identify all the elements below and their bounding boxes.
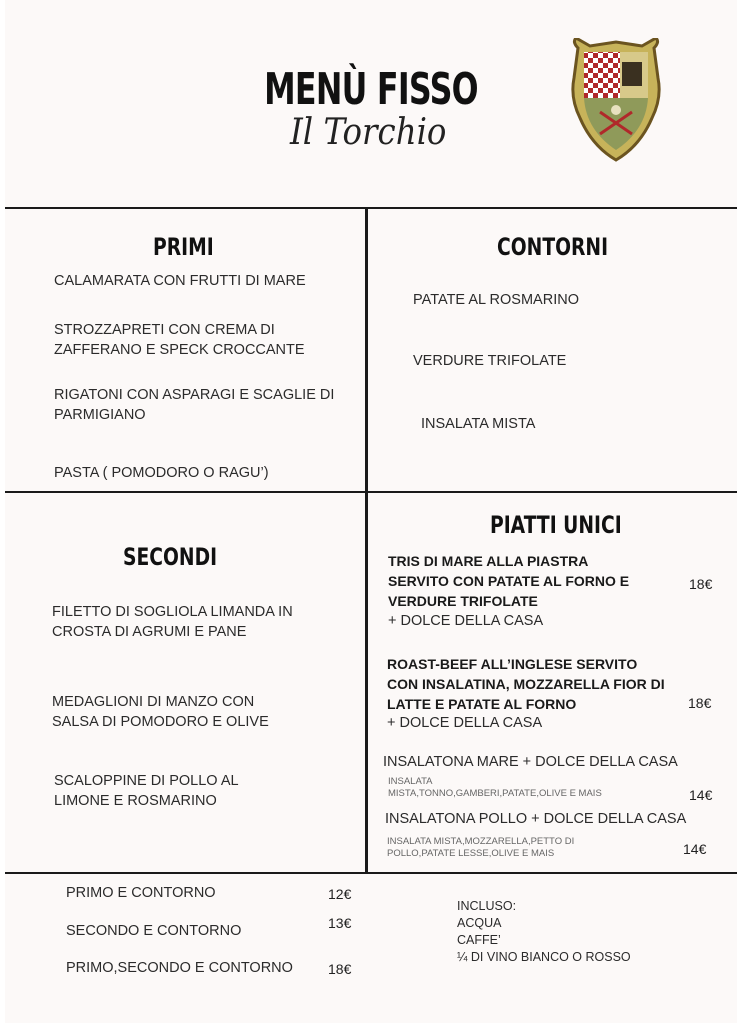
menu-item: FILETTO DI SOGLIOLA LIMANDA IN CROSTA DI AGRUMI E PANE [52,604,293,640]
combo-price: 18€ [328,961,352,977]
menu-item-extra: + DOLCE DELLA CASA [388,613,544,629]
menu-item-price: 18€ [688,695,712,711]
menu-item-name: INSALATONA POLLO + DOLCE DELLA CASA [385,811,687,827]
menu-item: INSALATA MISTA [421,416,536,432]
section-title-primi: PRIMI [153,233,214,261]
combo-label: SECONDO E CONTORNO [66,923,242,939]
included-info: INCLUSO: ACQUA CAFFE’ ¼ DI VINO BIANCO O ROSSO [457,899,631,964]
menu-item-extra: + DOLCE DELLA CASA [387,715,543,731]
menu-item-name: ROAST-BEEF ALL’INGLESE SERVITO CON INSALATINA, MOZZARELLA FIOR DI LATTE E PATATE AL FORNO [387,656,665,712]
combo-price: 12€ [328,886,352,902]
menu-item-detail: INSALATA MISTA,TONNO,GAMBERI,PATATE,OLIVE E MAIS [388,776,602,799]
menu-item: PATATE AL ROSMARINO [413,292,579,308]
section-title-piatti-unici: PIATTI UNICI [490,511,622,539]
section-title-contorni: CONTORNI [497,233,609,261]
section-title-secondi: SECONDI [123,543,218,571]
divider-vertical [365,207,368,874]
combo-label: PRIMO E CONTORNO [66,885,216,901]
menu-item-name: INSALATONA MARE + DOLCE DELLA CASA [383,754,678,770]
menu-title: MENÙ FISSO [264,64,478,115]
menu-item-detail: INSALATA MISTA,MOZZARELLA,PETTO DI POLLO,PATATE LESSE,OLIVE E MAIS [387,836,575,859]
divider-bottom [5,872,737,874]
menu-item-price: 18€ [689,576,713,592]
menu-item: SCALOPPINE DI POLLO AL LIMONE E ROSMARINO [54,773,239,809]
restaurant-name: Il Torchio [290,112,447,153]
menu-item: STROZZAPRETI CON CREMA DI ZAFFERANO E SPECK CROCCANTE [54,322,305,358]
coat-of-arms-logo [568,38,664,162]
menu-item: MEDAGLIONI DI MANZO CON SALSA DI POMODORO E OLIVE [52,694,269,730]
menu-item: RIGATONI CON ASPARAGI E SCAGLIE DI PARMIGIANO [54,387,335,423]
menu-item-name: TRIS DI MARE ALLA PIASTRA SERVITO CON PATATE AL FORNO E VERDURE TRIFOLATE [388,553,630,609]
divider-middle [5,491,737,493]
menu-item: CALAMARATA CON FRUTTI DI MARE [54,273,306,289]
menu-item: PASTA ( POMODORO O RAGU’) [54,465,269,481]
menu-item-price: 14€ [689,787,713,803]
menu-item-price: 14€ [683,841,707,857]
combo-label: PRIMO,SECONDO E CONTORNO [66,960,293,976]
combo-price: 13€ [328,915,352,931]
divider-top [5,207,737,209]
menu-item: VERDURE TRIFOLATE [413,353,567,369]
